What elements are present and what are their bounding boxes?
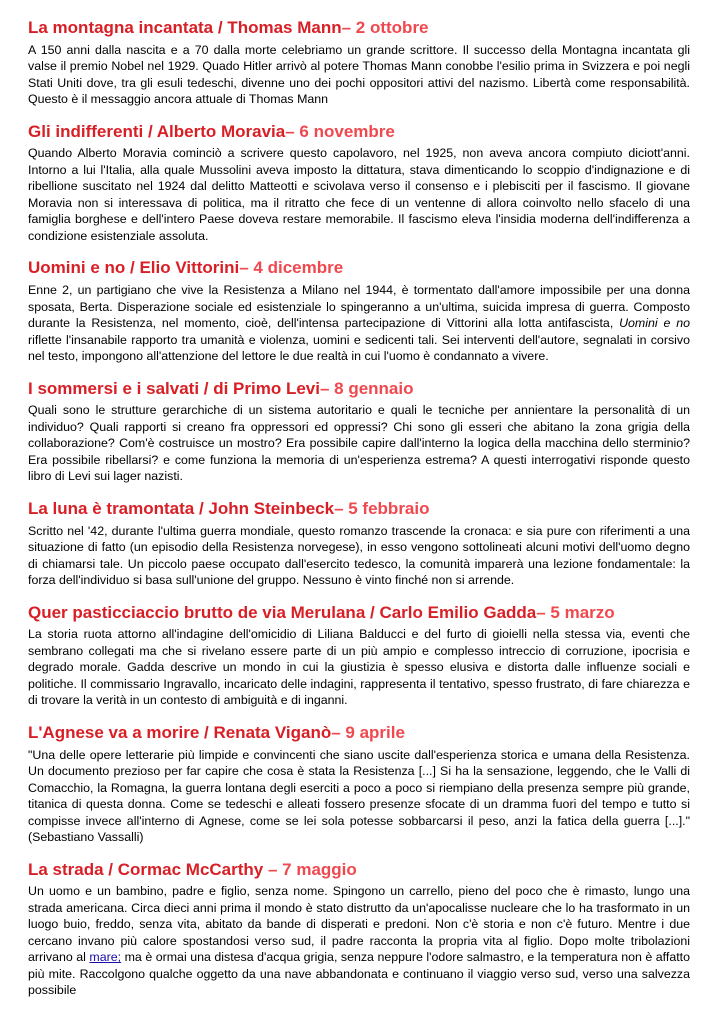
book-entry	[28, 603, 690, 709]
entry-date: – 6 novembre	[285, 121, 395, 141]
book-entry	[28, 860, 690, 999]
entry-title: Gli indifferenti / Alberto Moravia	[28, 121, 286, 141]
entry-heading	[28, 122, 690, 143]
entry-heading	[28, 723, 690, 744]
entry-date: – 5 febbraio	[334, 498, 430, 518]
entry-body: La storia ruota attorno all'indagine dell'omicidio di Liliana Balducci e del furto di gioielli nella stessa via, eventi che sembrano collegati ma che si rivelano essere parte di un più ampio e complesso intreccio di corruzione, ipocrisia e degrado morale. Gadda descrive un mondo in cui la giustizia è spesso elusiva e distorta dalle influenze sociali e politiche. Il commissario Ingravallo, incaricato delle indagini, rappresenta il tentativo, spesso frustrato, di fare chiarezza e di trovare la verità in un contesto di ambiguità e di inganni.	[28, 627, 690, 708]
entry-heading	[28, 860, 690, 881]
entry-body: A 150 anni dalla nascita e a 70 dalla morte celebriamo un grande scrittore. Il successo della Montagna incantata gli valse il premio Nobel nel 1929. Quado Hitler arrivò al potere Thomas Mann conobbe l'esilio prima in Svizzera e poi negli Stati Uniti dove, tra gli esuli tedeschi, divenne uno dei pochi oppositori attivi del nazismo. Libertà come responsabilità. Questo è il messaggio ancora attuale di Thomas Mann	[28, 42, 690, 107]
book-entry	[28, 379, 690, 485]
entry-date: – 9 aprile	[331, 722, 405, 742]
mare-link[interactable]: mare;	[89, 950, 122, 965]
entry-heading	[28, 603, 690, 624]
entry-body-part: Enne 2, un partigiano che vive la Resistenza a Milano nel 1944, è tormentato dall'amore impossibile per una donna sposata, Berta. Disperazione sociale ed esistenziale lo spingeranno a un'ultima, suicida impresa di guerra. Composto durante la Resistenza, nel momento, cioè, dell'intensa partecipazione di Vittorini alla lotta antifascista,	[28, 283, 690, 331]
entry-title: Uomini e no / Elio Vittorini	[28, 258, 240, 278]
entry-body: "Una delle opere letterarie più limpide e convincenti che siano uscite dall'esperienza storica e umana della Resistenza. Un documento prezioso per far capire che cosa è stata la Resistenza [...] Si ha la sensazione, leggendo, che le Valli di Comacchio, la Romagna, la guerra lontana degli eserciti a poco a poco si riempiano della presenza sempre più grande, titanica di questa donna. Come se tedeschi e alleati fossero presenze sfocate di un dramma fuori del tempo e tutto si compisse invece all'interno di Agnese, come se lei sola potesse sobbarcarsi il peso, anzi la fatica della guerra [...]." (Sebastiano Vassalli)	[28, 747, 690, 845]
entry-date: – 2 ottobre	[341, 18, 429, 37]
book-entry	[28, 122, 690, 245]
entry-title: L'Agnese va a morire / Renata Viganò	[28, 722, 332, 742]
entry-date: – 5 marzo	[536, 602, 615, 622]
entry-body	[28, 883, 690, 999]
entry-title: La montagna incantata / Thomas Mann	[28, 18, 342, 37]
entry-title: I sommersi e i salvati / di Primo Levi	[28, 378, 320, 398]
entry-body: Quali sono le strutture gerarchiche di un sistema autoritario e quali le tecniche per annientare la personalità di un individuo? Quali rapporti si creano fra oppressori ed oppressi? Chi sono gli esseri che abitano la zona grigia della collaborazione? Com'è costruisce un mostro? Era possibile capire dall'interno la logica della macchina dello sterminio? Era possibile ribellarsi? e come funziona la memoria di un'esperienza estrema? A questi interrogativi risponde questo libro di Levi sui lager nazisti.	[28, 403, 690, 484]
entry-date: – 7 maggio	[263, 859, 357, 879]
entry-title: La strada / Cormac McCarthy	[28, 859, 264, 879]
entry-body-part: Un uomo e un bambino, padre e figlio, senza nome. Spingono un carrello, pieno del poco che è rimasto, lungo una strada americana. Circa dieci anni prima il mondo è stato distrutto da un'apocalisse nucleare che lo ha trasformato in un luogo buio, freddo, senza vita, abitato da bande di disperati e predoni. Non c'è storia e non c'è futuro. Mentre i due cercano invano più calore spostandosi verso sud, il padre racconta la propria vita al figlio. Dopo molte tribolazioni arrivano al	[28, 884, 690, 965]
entry-heading	[28, 258, 690, 279]
entry-body	[28, 282, 690, 365]
book-entry	[28, 258, 690, 364]
entry-body: Scritto nel '42, durante l'ultima guerra mondiale, questo romanzo trascende la cronaca: e sia pure con riferimenti a una situazione di fatto (un episodio della Resistenza norvegese), in esso vengono sottolineati alcuni motivi dell'uomo degno di chiamarsi tale. Un piccolo paese occupato dall'esercito tedesco, la comunità imparerà una lezione fondamentale: la forza dell'individuo si basa sull'unione del gruppo. Nessuno è vinto finché non si arrende.	[28, 523, 690, 588]
entry-body-part: riflette l'insanabile rapporto tra umanità e violenza, uomini e sedicenti tali. Sei interventi dell'autore, segnalati in corsivo nel testo, impongono all'attenzione del lettore le due realtà in cui l'uomo è condannato a vivere.	[28, 332, 690, 364]
entry-heading	[28, 499, 690, 520]
entry-title: Quer pasticciaccio brutto de via Merulana / Carlo Emilio Gadda	[28, 602, 537, 622]
book-entry	[28, 18, 690, 108]
book-entry	[28, 723, 690, 846]
entry-body-emphasis: Uomini e no	[619, 316, 690, 331]
entry-date: – 4 dicembre	[239, 258, 344, 278]
book-entry	[28, 499, 690, 589]
entry-heading	[28, 379, 690, 400]
entry-title: La luna è tramontata / John Steinbeck	[28, 498, 335, 518]
entry-heading	[28, 18, 690, 39]
entry-date: – 8 gennaio	[319, 378, 414, 398]
entry-body-part: ma è ormai una distesa d'acqua grigia, senza neppure l'odore salmastro, e la temperatura non è affatto più mite. Raccolgono qualche oggetto da una nave abbandonata e continuano il viaggio verso sud, verso una salvezza possibile	[28, 950, 690, 998]
entry-body: Quando Alberto Moravia cominciò a scrivere questo capolavoro, nel 1925, non aveva ancora compiuto diciott'anni. Intorno a lui l'Italia, alla quale Mussolini aveva imposto la dittatura, stava dimenticando lo scoppio d'indignazione e di ribellione suscitato nel 1924 dal delitto Matteotti e scivolava verso il consenso e i plebisciti per il fascismo. Il giovane Moravia non si interessava di politica, ma il ritratto che fece di un ventenne di allora coinvolto nello sfacelo di una famiglia borghese e dell'intero Paese doveva restare memorabile. Il fascismo eleva l'insidia moderna dell'indifferenza a condizione esistenziale assoluta.	[28, 146, 690, 243]
